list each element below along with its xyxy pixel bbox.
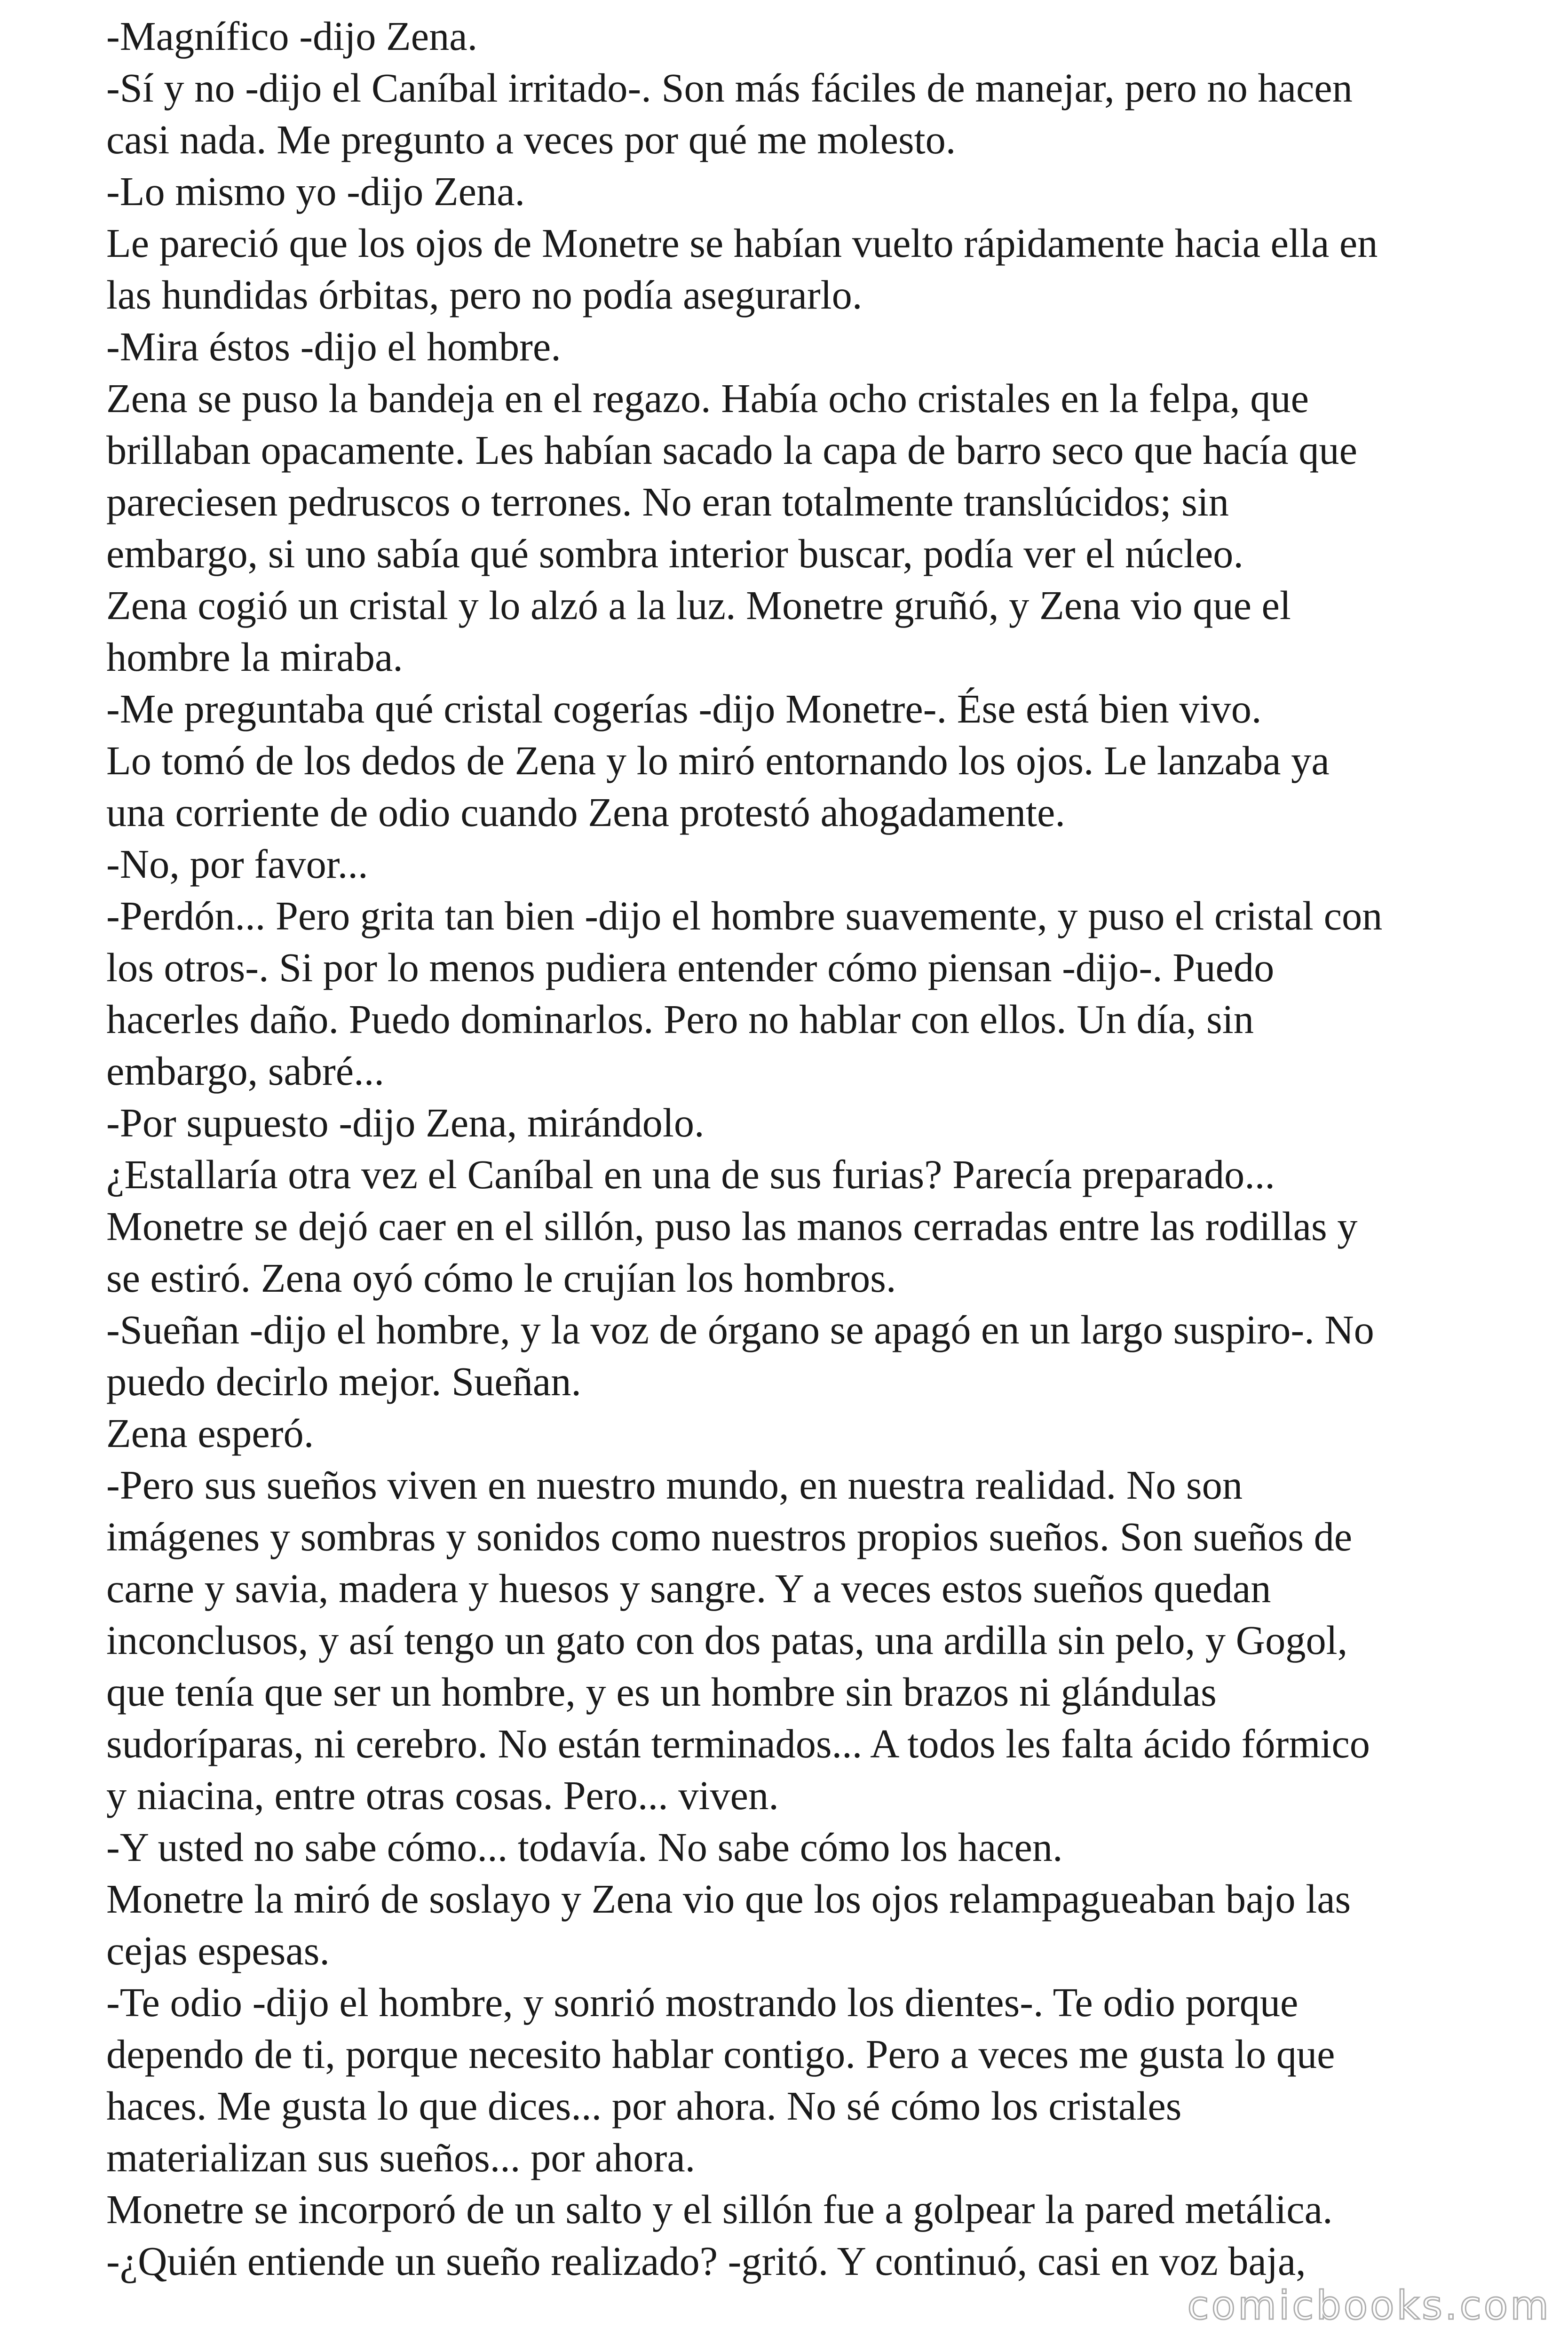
text-line: Monetre se dejó caer en el sillón, puso las manos cerradas entre las rodillas y: [106, 1204, 1358, 1249]
text-line: embargo, si uno sabía qué sombra interior buscar, podía ver el núcleo.: [106, 531, 1243, 576]
text-line: -Me preguntaba qué cristal cogerías -dijo Monetre-. Ése está bien vivo.: [106, 686, 1262, 731]
text-line: hombre la miraba.: [106, 635, 403, 680]
text-line: se estiró. Zena oyó cómo le crujían los hombros.: [106, 1255, 896, 1301]
text-line: los otros-. Si por lo menos pudiera entender cómo piensan -dijo-. Puedo: [106, 945, 1275, 990]
text-line: Lo tomó de los dedos de Zena y lo miró entornando los ojos. Le lanzaba ya: [106, 738, 1330, 783]
text-line: inconclusos, y así tengo un gato con dos patas, una ardilla sin pelo, y Gogol,: [106, 1618, 1348, 1663]
text-line: -¿Quién entiende un sueño realizado? -gritó. Y continuó, casi en voz baja,: [106, 2239, 1306, 2284]
text-line: haces. Me gusta lo que dices... por ahora. No sé cómo los cristales: [106, 2083, 1182, 2129]
text-line: -Te odio -dijo el hombre, y sonrió mostrando los dientes-. Te odio porque: [106, 1980, 1299, 2025]
text-line: Zena esperó.: [106, 1411, 314, 1456]
text-line: -No, por favor...: [106, 842, 368, 887]
text-line: casi nada. Me pregunto a veces por qué me molesto.: [106, 117, 956, 162]
text-line: -Pero sus sueños viven en nuestro mundo, en nuestra realidad. No son: [106, 1462, 1243, 1508]
text-line: carne y savia, madera y huesos y sangre. Y a veces estos sueños quedan: [106, 1566, 1271, 1611]
text-line: que tenía que ser un hombre, y es un hombre sin brazos ni glándulas: [106, 1669, 1217, 1715]
text-line: brillaban opacamente. Les habían sacado la capa de barro seco que hacía que: [106, 428, 1357, 473]
text-line: sudoríparas, ni cerebro. No están terminados... A todos les falta ácido fórmico: [106, 1721, 1370, 1766]
text-line: cejas espesas.: [106, 1928, 330, 1973]
text-line: dependo de ti, porque necesito hablar contigo. Pero a veces me gusta lo que: [106, 2032, 1335, 2077]
text-line: embargo, sabré...: [106, 1049, 384, 1094]
text-line: -Sueñan -dijo el hombre, y la voz de órgano se apagó en un largo suspiro-. No: [106, 1307, 1374, 1352]
text-line: hacerles daño. Puedo dominarlos. Pero no hablar con ellos. Un día, sin: [106, 997, 1254, 1042]
watermark-logo: comicbooks.com: [1187, 2282, 1551, 2328]
text-line: Le pareció que los ojos de Monetre se habían vuelto rápidamente hacia ella en: [106, 221, 1378, 266]
text-line: -Y usted no sabe cómo... todavía. No sabe cómo los hacen.: [106, 1825, 1063, 1870]
text-line: y niacina, entre otras cosas. Pero... viven.: [106, 1773, 779, 1818]
text-line: las hundidas órbitas, pero no podía asegurarlo.: [106, 272, 863, 318]
text-line: ¿Estallaría otra vez el Caníbal en una de sus furias? Parecía preparado...: [106, 1152, 1275, 1197]
text-line: -Mira éstos -dijo el hombre.: [106, 324, 561, 369]
text-line: -Perdón... Pero grita tan bien -dijo el hombre suavemente, y puso el cristal con: [106, 893, 1383, 938]
text-line: -Sí y no -dijo el Caníbal irritado-. Son más fáciles de manejar, pero no hacen: [106, 65, 1353, 111]
text-line: imágenes y sombras y sonidos como nuestros propios sueños. Son sueños de: [106, 1514, 1353, 1559]
text-line: -Lo mismo yo -dijo Zena.: [106, 169, 525, 214]
text-line: pareciesen pedruscos o terrones. No eran totalmente translúcidos; sin: [106, 479, 1229, 524]
text-line: -Por supuesto -dijo Zena, mirándolo.: [106, 1100, 705, 1145]
text-line: una corriente de odio cuando Zena protestó ahogadamente.: [106, 790, 1065, 835]
text-line: Zena cogió un cristal y lo alzó a la luz. Monetre gruñó, y Zena vio que el: [106, 583, 1291, 628]
document-page: [106, 10, 1484, 2287]
text-line: Monetre la miró de soslayo y Zena vio que los ojos relampagueaban bajo las: [106, 1876, 1351, 1922]
text-line: Monetre se incorporó de un salto y el sillón fue a golpear la pared metálica.: [106, 2187, 1333, 2232]
text-line: puedo decirlo mejor. Sueñan.: [106, 1359, 582, 1404]
text-line: -Magnífico -dijo Zena.: [106, 14, 478, 59]
text-line: materializan sus sueños... por ahora.: [106, 2135, 696, 2180]
text-line: Zena se puso la bandeja en el regazo. Había ocho cristales en la felpa, que: [106, 376, 1309, 421]
